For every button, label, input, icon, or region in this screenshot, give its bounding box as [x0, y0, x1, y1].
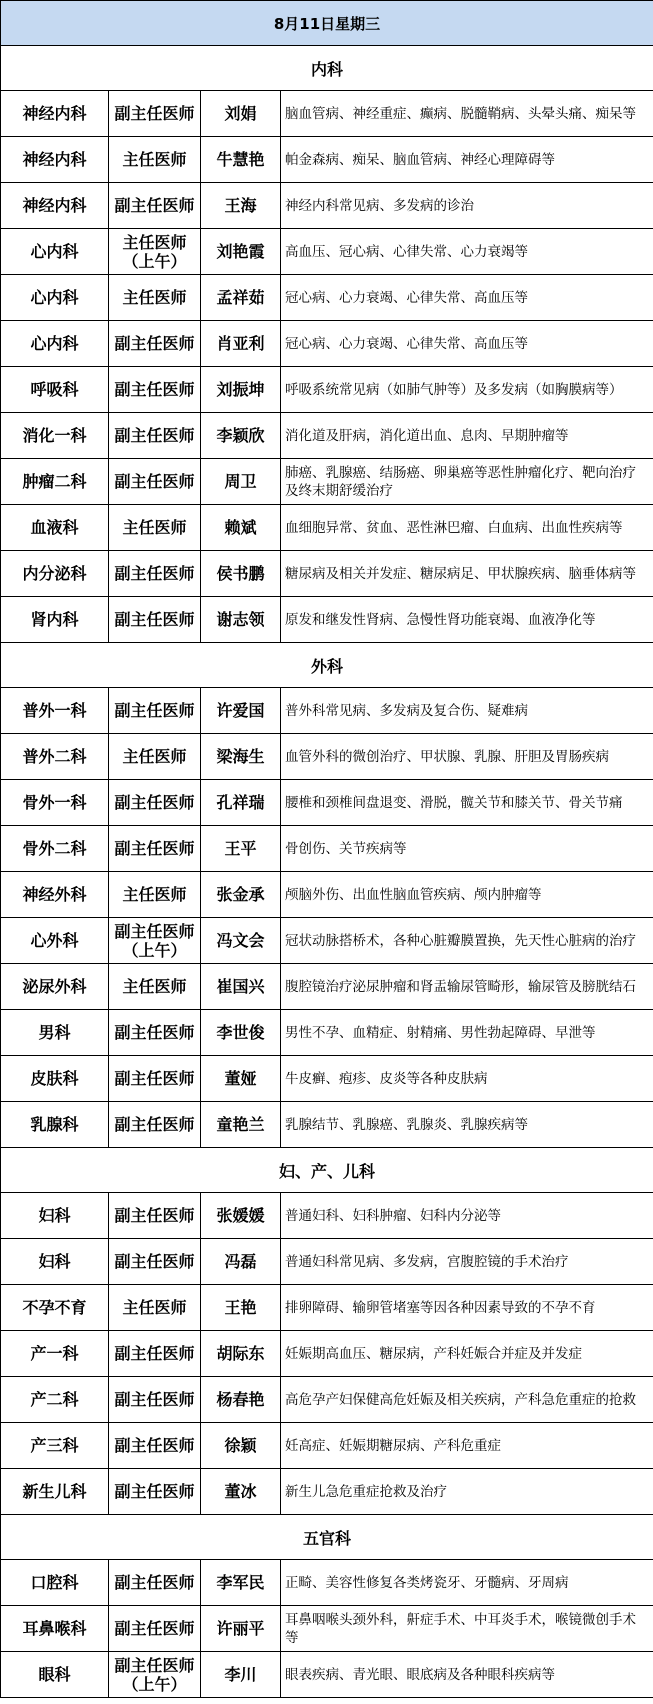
department-cell: 神经外科 — [1, 872, 109, 918]
title-cell — [109, 1285, 201, 1331]
doctor-title: 副主任医师 — [114, 564, 195, 583]
doctor-title: 主任医师 — [122, 232, 187, 252]
specialty-cell: 普外科常见病、多发病及复合伤、疑难病 — [281, 688, 653, 734]
doctor-title: 副主任医师 — [114, 196, 195, 215]
table-row — [1, 964, 653, 1010]
doctor-title: 副主任医师 — [114, 426, 195, 445]
specialty-cell: 腰椎和颈椎间盘退变、滑脱，髋关节和膝关节、骨关节痛 — [281, 780, 653, 826]
section-header-row — [1, 1148, 653, 1193]
title-cell — [109, 780, 201, 826]
specialty-cell: 普通妇科常见病、多发病，宫腹腔镜的手术治疗 — [281, 1239, 653, 1285]
doctor-name-cell: 王艳 — [201, 1285, 281, 1331]
department-cell: 神经内科 — [1, 183, 109, 229]
doctor-name-cell: 侯书鹏 — [201, 551, 281, 597]
department-cell: 产二科 — [1, 1377, 109, 1423]
specialty-cell: 耳鼻咽喉头颈外科，鼾症手术、中耳炎手术，喉镜微创手术等 — [281, 1606, 653, 1652]
title-cell — [109, 688, 201, 734]
doctor-title: 副主任医师 — [114, 1482, 195, 1501]
doctor-title: 副主任医师 — [114, 104, 195, 123]
department-cell: 耳鼻喉科 — [1, 1606, 109, 1652]
doctor-title: 主任医师 — [122, 150, 187, 169]
title-cell — [109, 1193, 201, 1239]
department-cell: 肾内科 — [1, 597, 109, 643]
title-cell — [109, 551, 201, 597]
doctor-name-cell: 李颖欣 — [201, 413, 281, 459]
doctor-title: 副主任医师 — [114, 793, 195, 812]
table-row — [1, 275, 653, 321]
table-row — [1, 597, 653, 643]
doctor-name-cell: 崔国兴 — [201, 964, 281, 1010]
department-cell: 心外科 — [1, 918, 109, 964]
department-cell: 普外二科 — [1, 734, 109, 780]
doctor-name-cell: 童艳兰 — [201, 1102, 281, 1148]
doctor-title: 主任医师 — [122, 747, 187, 766]
session-note: （上午） — [122, 1674, 187, 1694]
department-cell: 心内科 — [1, 275, 109, 321]
specialty-cell: 妊高症、妊娠期糖尿病、产科危重症 — [281, 1423, 653, 1469]
table-row — [1, 688, 653, 734]
department-cell: 内分泌科 — [1, 551, 109, 597]
table-row — [1, 1010, 653, 1056]
title-cell — [109, 1102, 201, 1148]
specialty-cell: 乳腺结节、乳腺癌、乳腺炎、乳腺疾病等 — [281, 1102, 653, 1148]
title-cell — [109, 1331, 201, 1377]
specialty-cell: 颅脑外伤、出血性脑血管疾病、颅内肿瘤等 — [281, 872, 653, 918]
table-row — [1, 780, 653, 826]
specialty-cell: 正畸、美容性修复各类烤瓷牙、牙髓病、牙周病 — [281, 1560, 653, 1606]
title-cell — [109, 872, 201, 918]
doctor-title: 副主任医师 — [114, 1206, 195, 1225]
table-row — [1, 413, 653, 459]
doctor-name-cell: 肖亚利 — [201, 321, 281, 367]
doctor-name-cell: 刘娟 — [201, 91, 281, 137]
department-cell: 心内科 — [1, 229, 109, 275]
title-cell — [109, 597, 201, 643]
section-header-row — [1, 643, 653, 688]
table-row — [1, 505, 653, 551]
doctor-title: 主任医师 — [122, 288, 187, 307]
doctor-title: 副主任医师 — [114, 1436, 195, 1455]
title-cell — [109, 275, 201, 321]
department-cell: 肿瘤二科 — [1, 459, 109, 505]
session-note: （上午） — [122, 251, 187, 271]
title-cell — [109, 183, 201, 229]
specialty-cell: 高血压、冠心病、心律失常、心力衰竭等 — [281, 229, 653, 275]
title-cell — [109, 1056, 201, 1102]
department-cell: 产三科 — [1, 1423, 109, 1469]
title-cell — [109, 918, 201, 964]
department-cell: 神经内科 — [1, 137, 109, 183]
table-row — [1, 826, 653, 872]
department-cell: 骨外二科 — [1, 826, 109, 872]
table-row — [1, 137, 653, 183]
department-cell: 产一科 — [1, 1331, 109, 1377]
title-cell — [109, 459, 201, 505]
doctor-title: 副主任医师 — [114, 1344, 195, 1363]
doctor-name-cell: 谢志领 — [201, 597, 281, 643]
doctor-title: 副主任医师 — [114, 380, 195, 399]
section-title: 外科 — [1, 643, 653, 688]
doctor-title: 主任医师 — [122, 885, 187, 904]
title-cell — [109, 734, 201, 780]
doctor-name-cell: 牛慧艳 — [201, 137, 281, 183]
title-cell — [109, 413, 201, 459]
section-header-row — [1, 46, 653, 91]
schedule-title: 8月11日星期三 — [1, 1, 653, 46]
specialty-cell: 糖尿病及相关并发症、糖尿病足、甲状腺疾病、脑垂体病等 — [281, 551, 653, 597]
doctor-title: 副主任医师 — [114, 921, 195, 941]
department-cell: 消化一科 — [1, 413, 109, 459]
doctor-name-cell: 王平 — [201, 826, 281, 872]
doctor-title: 副主任医师 — [114, 1023, 195, 1042]
doctor-name-cell: 李世俊 — [201, 1010, 281, 1056]
department-cell: 男科 — [1, 1010, 109, 1056]
specialty-cell: 血管外科的微创治疗、甲状腺、乳腺、肝胆及胃肠疾病 — [281, 734, 653, 780]
doctor-name-cell: 张金承 — [201, 872, 281, 918]
department-cell: 妇科 — [1, 1239, 109, 1285]
title-cell — [109, 1606, 201, 1652]
department-cell: 血液科 — [1, 505, 109, 551]
doctor-name-cell: 梁海生 — [201, 734, 281, 780]
department-cell: 普外一科 — [1, 688, 109, 734]
doctor-name-cell: 周卫 — [201, 459, 281, 505]
table-row — [1, 229, 653, 275]
title-cell — [109, 137, 201, 183]
table-row — [1, 321, 653, 367]
doctor-name-cell: 李军民 — [201, 1560, 281, 1606]
table-row — [1, 1102, 653, 1148]
table-row — [1, 459, 653, 505]
department-cell: 骨外一科 — [1, 780, 109, 826]
table-row — [1, 1239, 653, 1285]
specialty-cell: 冠心病、心力衰竭、心律失常、高血压等 — [281, 275, 653, 321]
table-row — [1, 183, 653, 229]
doctor-title: 副主任医师 — [114, 1115, 195, 1134]
title-cell — [109, 1652, 201, 1698]
specialty-cell: 高危孕产妇保健高危妊娠及相关疾病，产科急危重症的抢救 — [281, 1377, 653, 1423]
department-cell: 泌尿外科 — [1, 964, 109, 1010]
specialty-cell: 帕金森病、痴呆、脑血管病、神经心理障碍等 — [281, 137, 653, 183]
specialty-cell: 肺癌、乳腺癌、结肠癌、卵巢癌等恶性肿瘤化疗、靶向治疗及终末期舒缓治疗 — [281, 459, 653, 505]
doctor-name-cell: 孟祥茹 — [201, 275, 281, 321]
specialty-cell: 呼吸系统常见病（如肺气肿等）及多发病（如胸膜病等） — [281, 367, 653, 413]
doctor-name-cell: 刘艳霞 — [201, 229, 281, 275]
department-cell: 眼科 — [1, 1652, 109, 1698]
title-cell — [109, 91, 201, 137]
section-title: 内科 — [1, 46, 653, 91]
section-title: 妇、产、儿科 — [1, 1148, 653, 1193]
department-cell: 皮肤科 — [1, 1056, 109, 1102]
table-row — [1, 1423, 653, 1469]
title-cell — [109, 229, 201, 275]
doctor-title: 副主任医师 — [114, 1655, 195, 1675]
title-cell — [109, 367, 201, 413]
section-header-row — [1, 1515, 653, 1560]
specialty-cell: 原发和继发性肾病、急慢性肾功能衰竭、血液净化等 — [281, 597, 653, 643]
table-row — [1, 872, 653, 918]
table-row — [1, 1331, 653, 1377]
table-row — [1, 734, 653, 780]
specialty-cell: 排卵障碍、输卵管堵塞等因各种因素导致的不孕不育 — [281, 1285, 653, 1331]
department-cell: 妇科 — [1, 1193, 109, 1239]
specialty-cell: 冠状动脉搭桥术，各种心脏瓣膜置换，先天性心脏病的治疗 — [281, 918, 653, 964]
table-row — [1, 1606, 653, 1652]
session-note: （上午） — [122, 940, 187, 960]
department-cell: 乳腺科 — [1, 1102, 109, 1148]
specialty-cell: 新生儿急危重症抢救及治疗 — [281, 1469, 653, 1515]
doctor-title: 副主任医师 — [114, 1619, 195, 1638]
doctor-title: 副主任医师 — [114, 610, 195, 629]
title-cell — [109, 1560, 201, 1606]
specialty-cell: 腹腔镜治疗泌尿肿瘤和肾盂输尿管畸形，输尿管及膀胱结石 — [281, 964, 653, 1010]
doctor-title: 副主任医师 — [114, 1069, 195, 1088]
department-cell: 神经内科 — [1, 91, 109, 137]
doctor-name-cell: 赖斌 — [201, 505, 281, 551]
title-cell — [109, 321, 201, 367]
doctor-title: 副主任医师 — [114, 472, 195, 491]
specialty-cell: 普通妇科、妇科肿瘤、妇科内分泌等 — [281, 1193, 653, 1239]
doctor-title: 副主任医师 — [114, 1573, 195, 1592]
doctor-name-cell: 刘振坤 — [201, 367, 281, 413]
title-cell — [109, 505, 201, 551]
specialty-cell: 眼表疾病、青光眼、眼底病及各种眼科疾病等 — [281, 1652, 653, 1698]
doctor-name-cell: 许爱国 — [201, 688, 281, 734]
schedule-body — [1, 1, 653, 1698]
doctor-name-cell: 冯文会 — [201, 918, 281, 964]
specialty-cell: 妊娠期高血压、糖尿病，产科妊娠合并症及并发症 — [281, 1331, 653, 1377]
title-cell — [109, 1239, 201, 1285]
department-cell: 口腔科 — [1, 1560, 109, 1606]
doctor-title: 副主任医师 — [114, 701, 195, 720]
doctor-title: 副主任医师 — [114, 839, 195, 858]
table-row — [1, 1469, 653, 1515]
table-row — [1, 551, 653, 597]
specialty-cell: 男性不孕、血精症、射精痛、男性勃起障碍、早泄等 — [281, 1010, 653, 1056]
doctor-name-cell: 胡际东 — [201, 1331, 281, 1377]
doctor-title: 主任医师 — [122, 977, 187, 996]
table-row — [1, 1193, 653, 1239]
title-cell — [109, 1377, 201, 1423]
doctor-name-cell: 王海 — [201, 183, 281, 229]
doctor-name-cell: 董娅 — [201, 1056, 281, 1102]
doctor-name-cell: 徐颖 — [201, 1423, 281, 1469]
doctor-name-cell: 许丽平 — [201, 1606, 281, 1652]
title-cell — [109, 1469, 201, 1515]
table-row — [1, 918, 653, 964]
title-cell — [109, 964, 201, 1010]
title-cell — [109, 826, 201, 872]
specialty-cell: 牛皮癣、疱疹、皮炎等各种皮肤病 — [281, 1056, 653, 1102]
doctor-name-cell: 孔祥瑞 — [201, 780, 281, 826]
department-cell: 新生儿科 — [1, 1469, 109, 1515]
department-cell: 心内科 — [1, 321, 109, 367]
section-title: 五官科 — [1, 1515, 653, 1560]
specialty-cell: 冠心病、心力衰竭、心律失常、高血压等 — [281, 321, 653, 367]
table-row — [1, 1652, 653, 1698]
title-cell — [109, 1010, 201, 1056]
table-row — [1, 1285, 653, 1331]
specialty-cell: 消化道及肝病，消化道出血、息肉、早期肿瘤等 — [281, 413, 653, 459]
doctor-name-cell: 李川 — [201, 1652, 281, 1698]
department-cell: 不孕不育 — [1, 1285, 109, 1331]
specialty-cell: 脑血管病、神经重症、癫病、脱髓鞘病、头晕头痛、痴呆等 — [281, 91, 653, 137]
table-row — [1, 1377, 653, 1423]
table-row — [1, 1560, 653, 1606]
doctor-title: 主任医师 — [122, 518, 187, 537]
table-row — [1, 91, 653, 137]
doctor-title: 副主任医师 — [114, 334, 195, 353]
doctor-title: 副主任医师 — [114, 1390, 195, 1409]
doctor-title: 主任医师 — [122, 1298, 187, 1317]
title-cell — [109, 1423, 201, 1469]
doctor-title: 副主任医师 — [114, 1252, 195, 1271]
specialty-cell: 血细胞异常、贫血、恶性淋巴瘤、白血病、出血性疾病等 — [281, 505, 653, 551]
table-row — [1, 1056, 653, 1102]
specialty-cell: 神经内科常见病、多发病的诊治 — [281, 183, 653, 229]
specialty-cell: 骨创伤、关节疾病等 — [281, 826, 653, 872]
table-row — [1, 367, 653, 413]
doctor-name-cell: 冯磊 — [201, 1239, 281, 1285]
doctor-name-cell: 杨春艳 — [201, 1377, 281, 1423]
doctor-name-cell: 张媛媛 — [201, 1193, 281, 1239]
department-cell: 呼吸科 — [1, 367, 109, 413]
doctor-name-cell: 董冰 — [201, 1469, 281, 1515]
